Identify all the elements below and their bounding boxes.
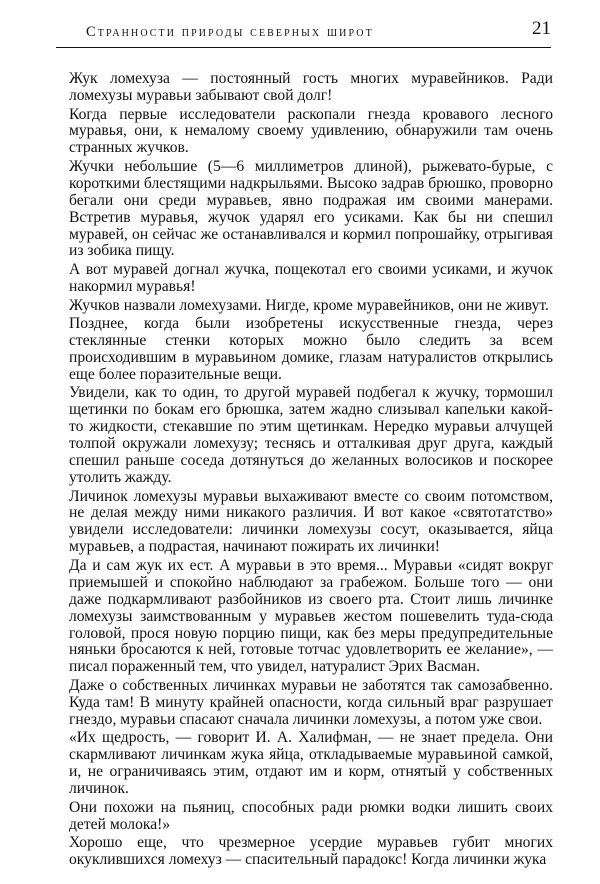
paragraph: Жучки небольшие (5—6 миллиметров длиной), рыжевато-бурые, с короткими блестящими надкрыльями. Высоко задрав брюшко, проворно бегали они среди муравьев, явно подражая им своими манерами. Встретив муравья, жучок ударял его усиками. Как бы ни спешил муравей, он сейчас же останавливался и кормил попрошайку, отрыгивая из зобика пищу. <box>69 157 553 260</box>
paragraph: Хорошо еще, что чрезмерное усердие муравьев губит многих окуклившихся ломехуз — спасительный парадокс! Когда личинки жука <box>69 834 553 869</box>
paragraph: Жук ломехуза — постоянный гость многих муравейников. Ради ломехузы муравьи забывают свой долг! <box>69 70 553 104</box>
paragraph: Увидели, как то один, то другой муравей подбегал к жучку, тормошил щетинки по бокам его брюшка, затем жадно слизывал капельки какой-то жидкости, стекавшие по этим щетинкам. Нередко муравьи алчущей толпой окружали ломехузу; теснясь и отталкивая друг друга, каждый спешил раньше соседа дотянуться до желанных волосиков и поскорее утолить жажду. <box>69 384 553 486</box>
body-text <box>69 71 553 871</box>
page-number: 21 <box>532 18 551 39</box>
paragraph: Они похожи на пьяниц, способных ради рюмки водки лишить своих детей молока!» <box>69 798 553 833</box>
page-header <box>56 14 551 48</box>
paragraph: А вот муравей догнал жучка, пощекотал его своими усиками, и жучок накормил муравья! <box>69 261 553 295</box>
paragraph: Да и сам жук их ест. А муравьи в это время... Муравьи «сидят вокруг приемышей и спокойно наблюдают за грабежом. Больше того — они даже подкармливают разбойников из своего рта. Стоит лишь личинке ломехузы заимствованным у муравьев жестом пошевелить туда-сюда головой, прося новую порцию пищи, как без меры предупредительные няньки бросаются к ней, готовые тотчас удовлетворить ее желание», — писал пораженный тем, что увидел, натуралист Эрих Васман. <box>69 556 553 676</box>
paragraph: Личинок ломехузы муравьи выхаживают вместе со своим потомством, не делая между ними никакого различия. И вот какое «святотатство» увидели исследователи: личинки ломехузы сосут, оказывается, яйца муравьев, а подрастая, начинают пожирать их личинки! <box>69 487 553 556</box>
paragraph: Позднее, когда были изобретены искусственные гнезда, через стеклянные стенки которых можно было следить за всем происходившим в муравьином домике, глазам натуралистов открылись еще более поразительные вещи. <box>69 315 553 383</box>
paragraph: Жучков назвали ломехузами. Нигде, кроме муравейников, они не живут. <box>69 296 549 314</box>
paragraph: Когда первые исследователи раскопали гнезда кровавого лесного муравья, они, к немалому своему удивлению, обнаружили там очень странных жучков. <box>69 105 553 157</box>
running-title: Странности природы северных широт <box>86 24 374 40</box>
paragraph: «Их щедрость, — говорит И. А. Халифман, — не знает предела. Они скармливают личинкам жука яйца, откладываемые муравьиной самкой, и, не ограничиваясь этим, отдают им и корм, отнятый у собственных личинок. <box>69 729 553 798</box>
header-rule <box>56 47 551 48</box>
paragraph: Даже о собственных личинках муравьи не заботятся так самозабвенно. Куда там! В минуту крайней опасности, когда сильный враг разрушает гнездо, муравьи спасают сначала личинки ломехузы, а потом уже свои. <box>69 676 553 728</box>
